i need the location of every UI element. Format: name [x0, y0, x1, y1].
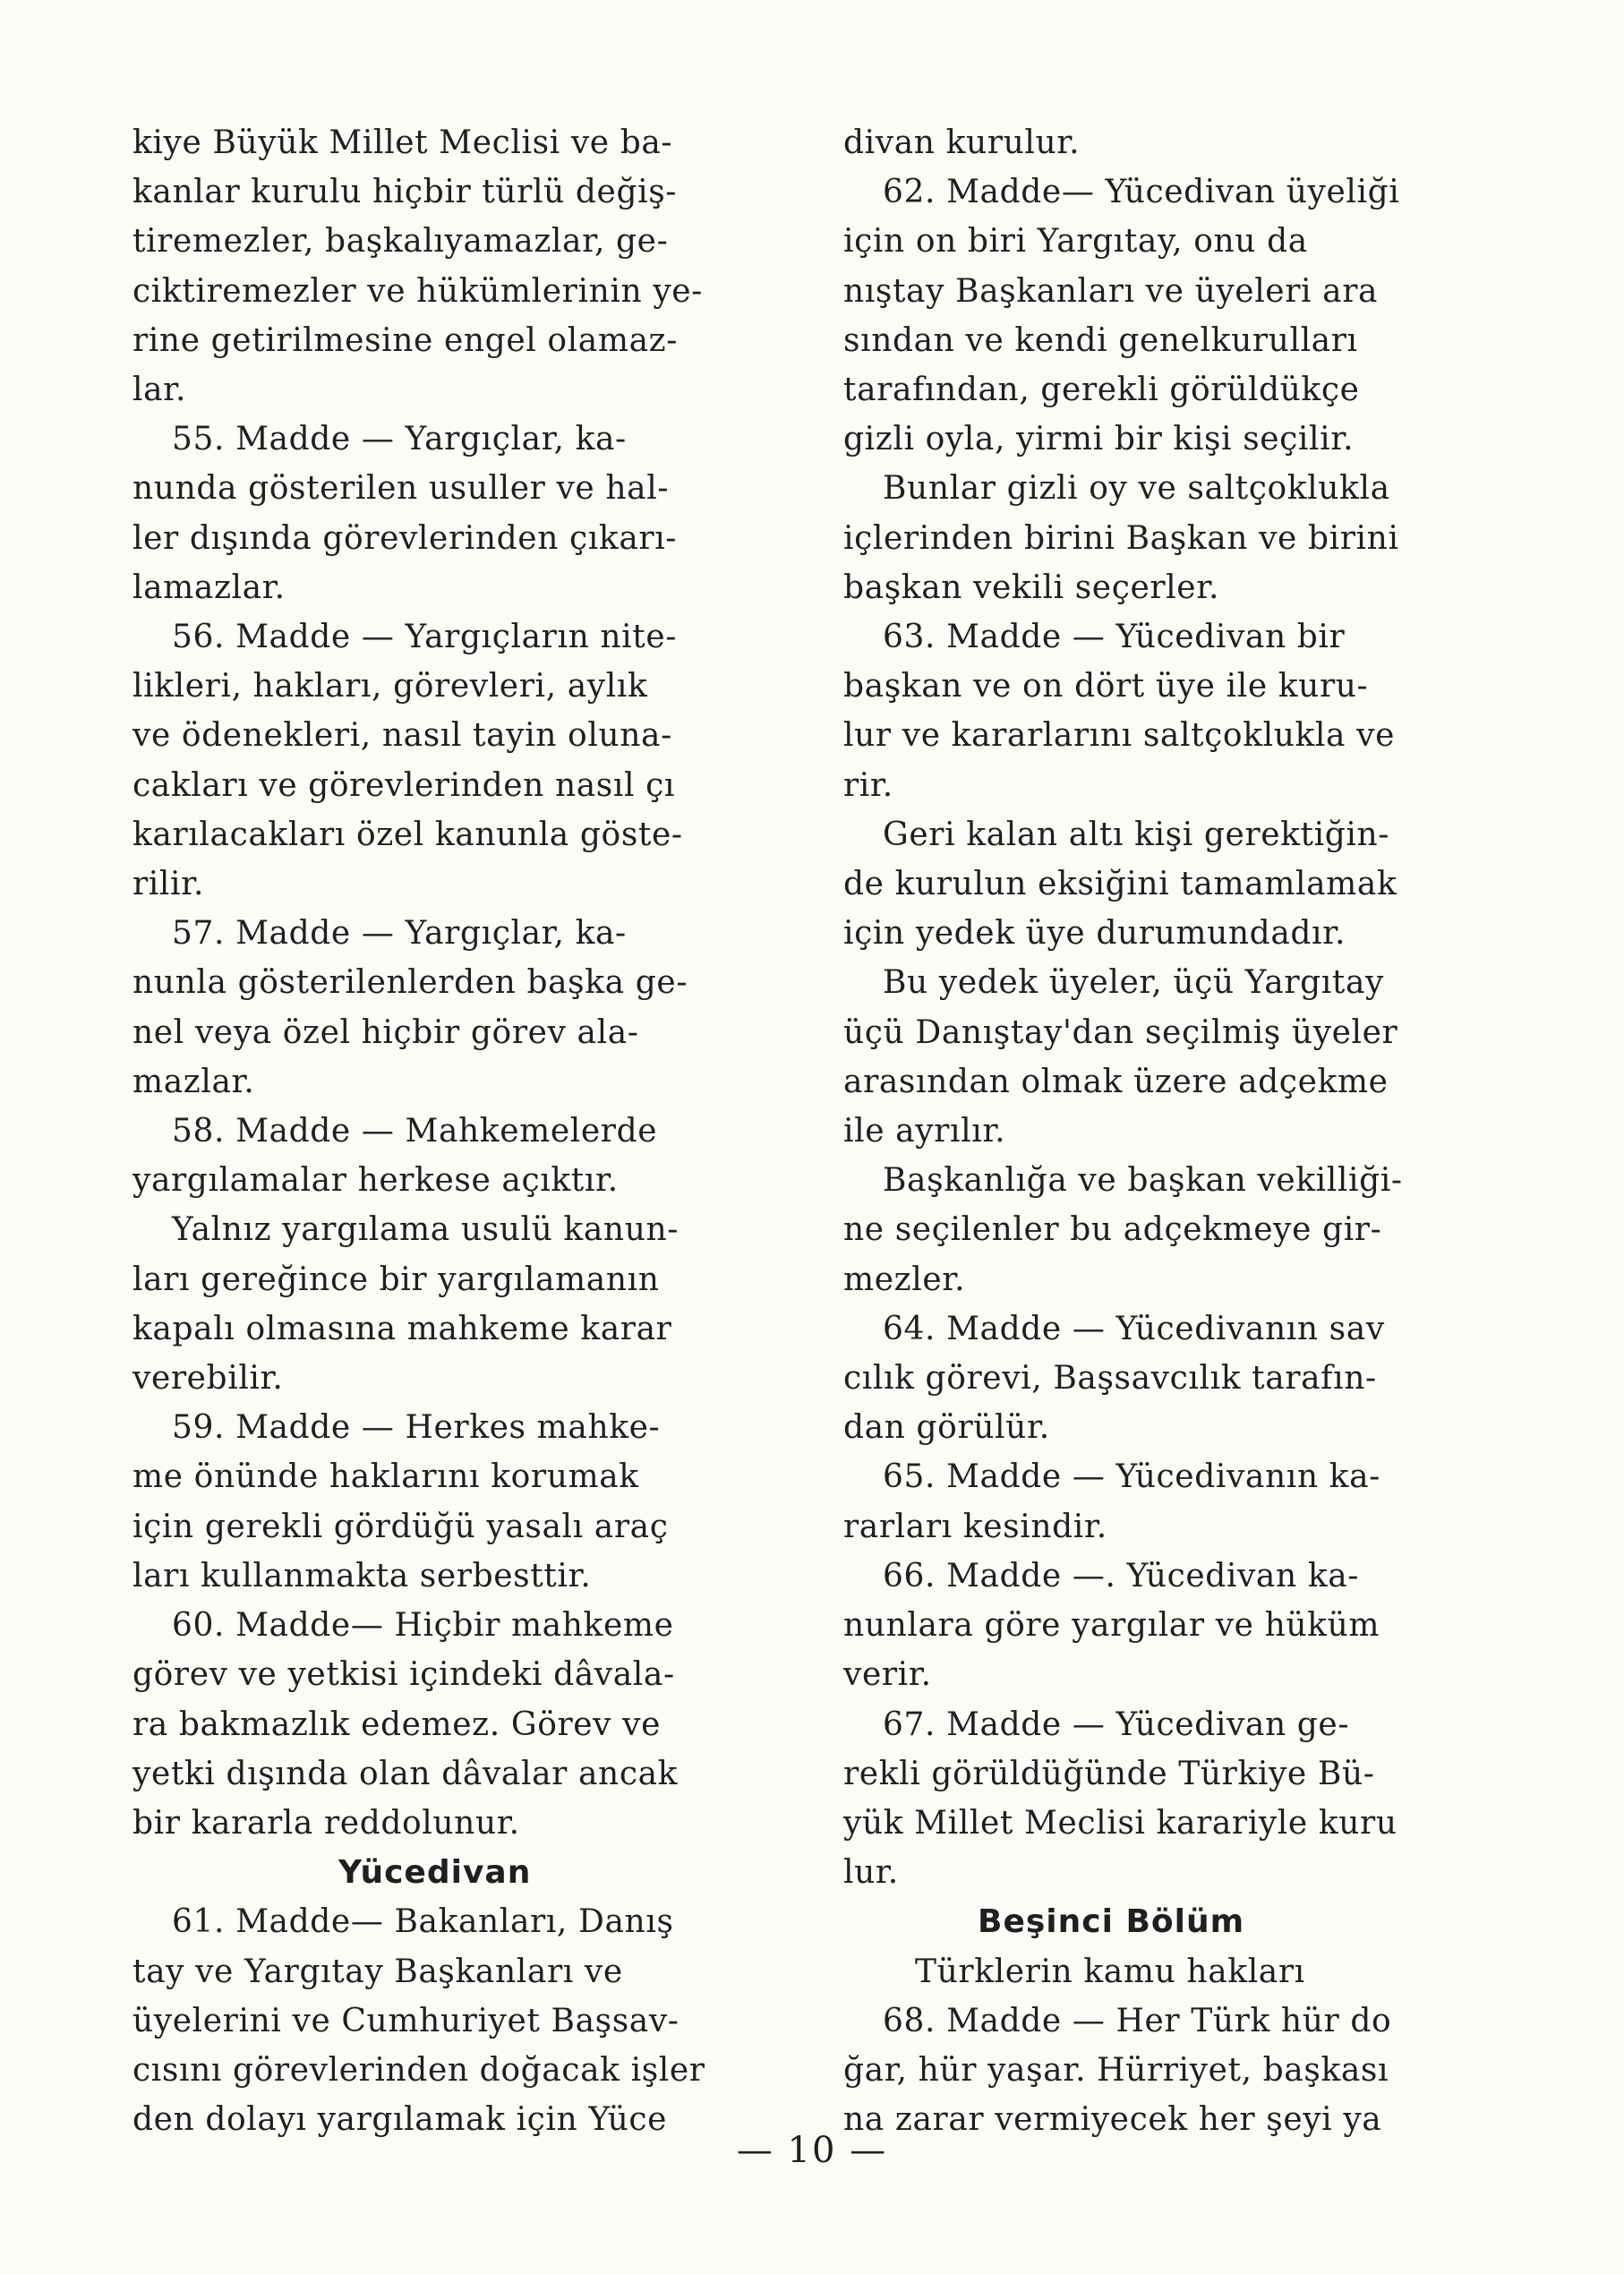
text-line: rarları kesindir.: [843, 1508, 1107, 1545]
text-line: bir kararla reddolunur.: [132, 1804, 520, 1842]
text-line: kiye Büyük Millet Meclisi ve ba-: [132, 124, 673, 161]
text-line: nunla gösterilenlerden başka ge-: [132, 964, 688, 1002]
text-line: na zarar vermiyecek her şeyi ya: [843, 2101, 1382, 2139]
text-line: tarafından, gerekli görüldükçe: [843, 372, 1360, 409]
text-line: cısını görevlerinden doğacak işler: [132, 2051, 705, 2089]
text-line: ğar, hür yaşar. Hürriyet, başkası: [843, 2051, 1389, 2089]
text-line: rekli görüldüğünde Türkiye Bü-: [843, 1755, 1375, 1792]
text-line: için on biri Yargıtay, onu da: [843, 223, 1308, 261]
text-line: ve ödenekleri, nasıl tayin oluna-: [132, 717, 672, 755]
text-line: likleri, hakları, görevleri, aylık: [132, 668, 648, 705]
text-line: verir.: [843, 1656, 932, 1694]
text-line: üçü Danıştay'dan seçilmiş üyeler: [843, 1013, 1398, 1051]
text-line: üyelerini ve Cumhuriyet Başsav-: [132, 2002, 680, 2039]
text-line: arasından olmak üzere adçekme: [843, 1063, 1389, 1100]
text-line: rine getirilmesine engel olamaz-: [132, 321, 678, 359]
text-line: nel veya özel hiçbir görev ala-: [132, 1013, 639, 1051]
text-line-indented: 59. Madde — Herkes mahke-: [172, 1409, 661, 1447]
text-line: me önünde haklarını korumak: [132, 1458, 639, 1496]
text-line-indented: 67. Madde — Yücedivan ge-: [883, 1706, 1350, 1743]
text-line: yetki dışında olan dâvalar ancak: [132, 1755, 679, 1792]
text-line: mezler.: [843, 1261, 966, 1298]
text-line: kapalı olmasına mahkeme karar: [132, 1310, 672, 1347]
text-line-indented: 57. Madde — Yargıçlar, ka-: [172, 915, 627, 953]
text-line: ları kullanmakta serbesttir.: [132, 1557, 592, 1594]
text-line: sından ve kendi genelkurulları: [843, 321, 1358, 359]
page-number: — 10 —: [736, 2130, 888, 2171]
text-line: başkan ve on dört üye ile kuru-: [843, 668, 1369, 705]
text-line: içlerinden birini Başkan ve birini: [843, 519, 1399, 557]
section-subheading: Türklerin kamu hakları: [915, 1953, 1305, 1990]
text-line: verebilir.: [132, 1360, 284, 1398]
left-column: [132, 118, 759, 2144]
text-line: ları gereğince bir yargılamanın: [132, 1261, 660, 1298]
text-line: cakları ve görevlerinden nasıl çı: [132, 766, 676, 804]
text-line-indented: 61. Madde— Bakanları, Danış: [172, 1903, 674, 1941]
text-line-indented: 62. Madde— Yücedivan üyeliği: [883, 174, 1400, 211]
text-line-indented: 60. Madde— Hiçbir mahkeme: [172, 1607, 674, 1645]
text-line: cılık görevi, Başsavcılık tarafın-: [843, 1360, 1377, 1398]
text-line: tay ve Yargıtay Başkanları ve: [132, 1953, 623, 1990]
text-line-indented: 55. Madde — Yargıçlar, ka-: [172, 421, 627, 458]
text-line: nunda gösterilen usuller ve hal-: [132, 470, 670, 508]
text-line: başkan vekili seçerler.: [843, 568, 1220, 606]
text-line: de kurulun eksiğini tamamlamak: [843, 866, 1397, 903]
text-line-indented: Başkanlığa ve başkan vekilliği-: [883, 1162, 1403, 1200]
text-line-indented: 56. Madde — Yargıçların nite-: [172, 619, 678, 656]
text-line: karılacakları özel kanunla göste-: [132, 816, 683, 853]
text-line: kanlar kurulu hiçbir türlü değiş-: [132, 174, 678, 211]
text-line: gizli oyla, yirmi bir kişi seçilir.: [843, 421, 1355, 458]
text-line-indented: Bu yedek üyeler, üçü Yargıtay: [883, 964, 1384, 1002]
text-line: divan kurulur.: [843, 124, 1081, 161]
text-line-indented: Bunlar gizli oy ve saltçoklukla: [883, 470, 1390, 508]
text-line-indented: 58. Madde — Mahkemelerde: [172, 1113, 658, 1150]
text-line: ile ayrılır.: [843, 1113, 1006, 1150]
text-line: görev ve yetkisi içindeki dâvala-: [132, 1656, 675, 1694]
right-column: [843, 118, 1452, 2144]
text-line: lamazlar.: [132, 568, 286, 606]
text-line-indented: 68. Madde — Her Türk hür do: [883, 2002, 1392, 2039]
text-line: yargılamalar herkese açıktır.: [132, 1162, 619, 1200]
text-line: ra bakmazlık edemez. Görev ve: [132, 1706, 662, 1743]
text-line: için gerekli gördüğü yasalı araç: [132, 1508, 669, 1545]
text-line: yük Millet Meclisi karariyle kuru: [843, 1804, 1397, 1842]
text-line: lar.: [132, 372, 187, 409]
section-heading: Yücedivan: [338, 1854, 532, 1892]
text-line: lur ve kararlarını saltçoklukla ve: [843, 717, 1395, 755]
text-line-indented: Geri kalan altı kişi gerektiğin-: [883, 816, 1390, 853]
text-line: nıştay Başkanları ve üyeleri ara: [843, 272, 1379, 310]
text-line: rilir.: [132, 866, 205, 903]
text-line: mazlar.: [132, 1063, 255, 1100]
section-heading: Beşinci Bölüm: [978, 1903, 1245, 1941]
text-line-indented: 66. Madde —. Yücedivan ka-: [883, 1557, 1360, 1594]
text-line: lur.: [843, 1854, 899, 1892]
text-line-indented: 63. Madde — Yücedivan bir: [883, 619, 1346, 656]
text-line: rir.: [843, 766, 893, 804]
text-line: ne seçilenler bu adçekmeye gir-: [843, 1211, 1382, 1249]
text-line: tiremezler, başkalıyamazlar, ge-: [132, 223, 669, 261]
text-line: ler dışında görevlerinden çıkarı-: [132, 519, 678, 557]
text-line: nunlara göre yargılar ve hüküm: [843, 1607, 1380, 1645]
text-line-indented: 64. Madde — Yücedivanın sav: [883, 1310, 1385, 1347]
text-line: den dolayı yargılamak için Yüce: [132, 2101, 668, 2139]
text-line-indented: Yalnız yargılama usulü kanun-: [172, 1211, 680, 1249]
text-line: için yedek üye durumundadır.: [843, 915, 1346, 953]
text-line: dan görülür.: [843, 1409, 1050, 1447]
text-line-indented: 65. Madde — Yücedivanın ka-: [883, 1458, 1380, 1496]
text-line: ciktiremezler ve hükümlerinin ye-: [132, 272, 703, 310]
